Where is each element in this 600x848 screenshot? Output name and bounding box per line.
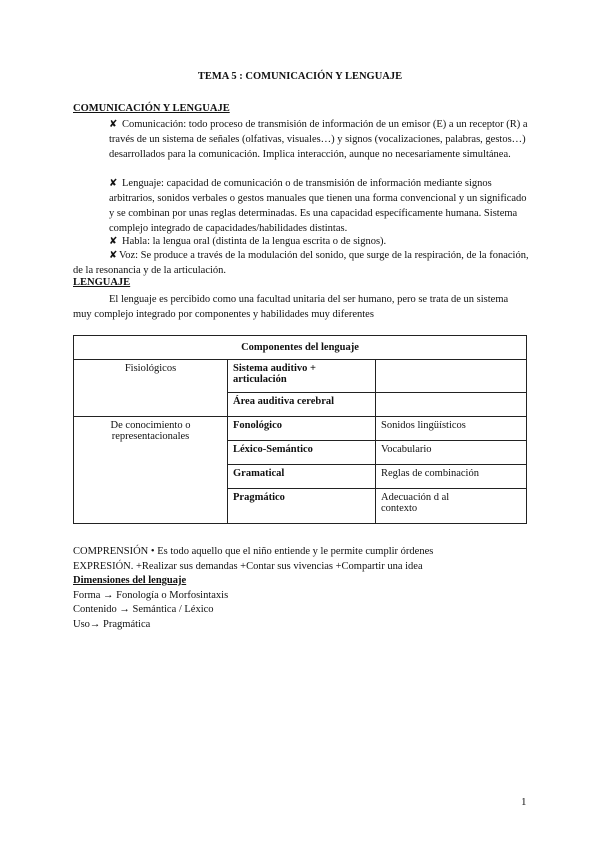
components-table [73,335,527,524]
description-cell: Adecuación d al contexto [376,489,527,524]
dimensiones-heading: Dimensiones del lenguaje [73,575,187,586]
description-cell [376,393,527,417]
component-cell: Léxico-Semántico [228,441,376,465]
line-forma: Forma → Fonología o Morfosintaxis [73,590,229,601]
component-cell: Pragmático [228,489,376,524]
paragraph-lenguaje: El lenguaje es percibido como una facultad unitaria del ser humano, pero se trata de un sistema muy complejo integrado por componentes y habilidades muy diferentes [73,294,509,320]
page-number: 1 [521,796,527,808]
group-label-fisiologicos: Fisiológicos [74,360,228,417]
bullet-comunicacion [109,117,529,162]
bullet-text: Voz: Se produce a través de la modulación del sonido, que surge de la respiración, de la fonación, de la resonancia y de la articulación. [73,250,529,276]
line-comprension: COMPRENSIÓN • Es todo aquello que el niño entiende y le permite cumplir órdenes [73,546,434,557]
section-heading-comunicacion: COMUNICACIÓN Y LENGUAJE [73,103,230,114]
group-label-conocimiento: De conocimiento o representacionales [74,417,228,524]
bullet-lenguaje [109,176,529,236]
bullet-text: Lenguaje: capacidad de comunicación o de transmisión de información mediante signos arbitrarios, sonidos verbales o gestos manuales que tienen una forma convencional y un significado y se combinan por unas reglas determinadas. Es una capacidad específicamente humana. Sistema complejo integrado de capacidades/habilidades distintas. [109,178,527,234]
bullet-text: Comunicación: todo proceso de transmisión de información de un emisor (E) a un receptor (R) a través de un sistema de señales (olfativas, visuales…) y signos (vocalizaciones, palabras, gestos…) desarrollados para la comunicación. Implica interacción, aunque no necesariamente simultánea. [109,119,528,160]
bullet-habla [109,234,529,249]
cross-icon: ✘ [109,178,118,189]
bullet-voz [73,248,529,278]
bullet-text: Habla: la lengua oral (distinta de la lengua escrita o de signos). [122,236,387,247]
line-expresion: EXPRESIÓN. +Realizar sus demandas +Contar sus vivencias +Compartir una idea [73,561,423,572]
cross-icon: ✘ [109,119,118,130]
component-cell: Sistema auditivo + articulación [228,360,376,393]
line-uso: Uso→ Pragmática [73,619,151,630]
component-cell: Gramatical [228,465,376,489]
cross-icon: ✘ [109,250,118,261]
page-title: TEMA 5 : COMUNICACIÓN Y LENGUAJE [197,71,403,82]
component-cell: Área auditiva cerebral [228,393,376,417]
line-contenido: Contenido → Semántica / Léxico [73,604,214,615]
table-caption: Componentes del lenguaje [74,336,527,360]
description-cell: Reglas de combinación [376,465,527,489]
description-cell: Sonidos lingüísticos [376,417,527,441]
description-cell: Vocabulario [376,441,527,465]
section-heading-lenguaje: LENGUAJE [73,277,131,288]
component-cell: Fonológico [228,417,376,441]
description-cell [376,360,527,393]
cross-icon: ✘ [109,236,118,247]
